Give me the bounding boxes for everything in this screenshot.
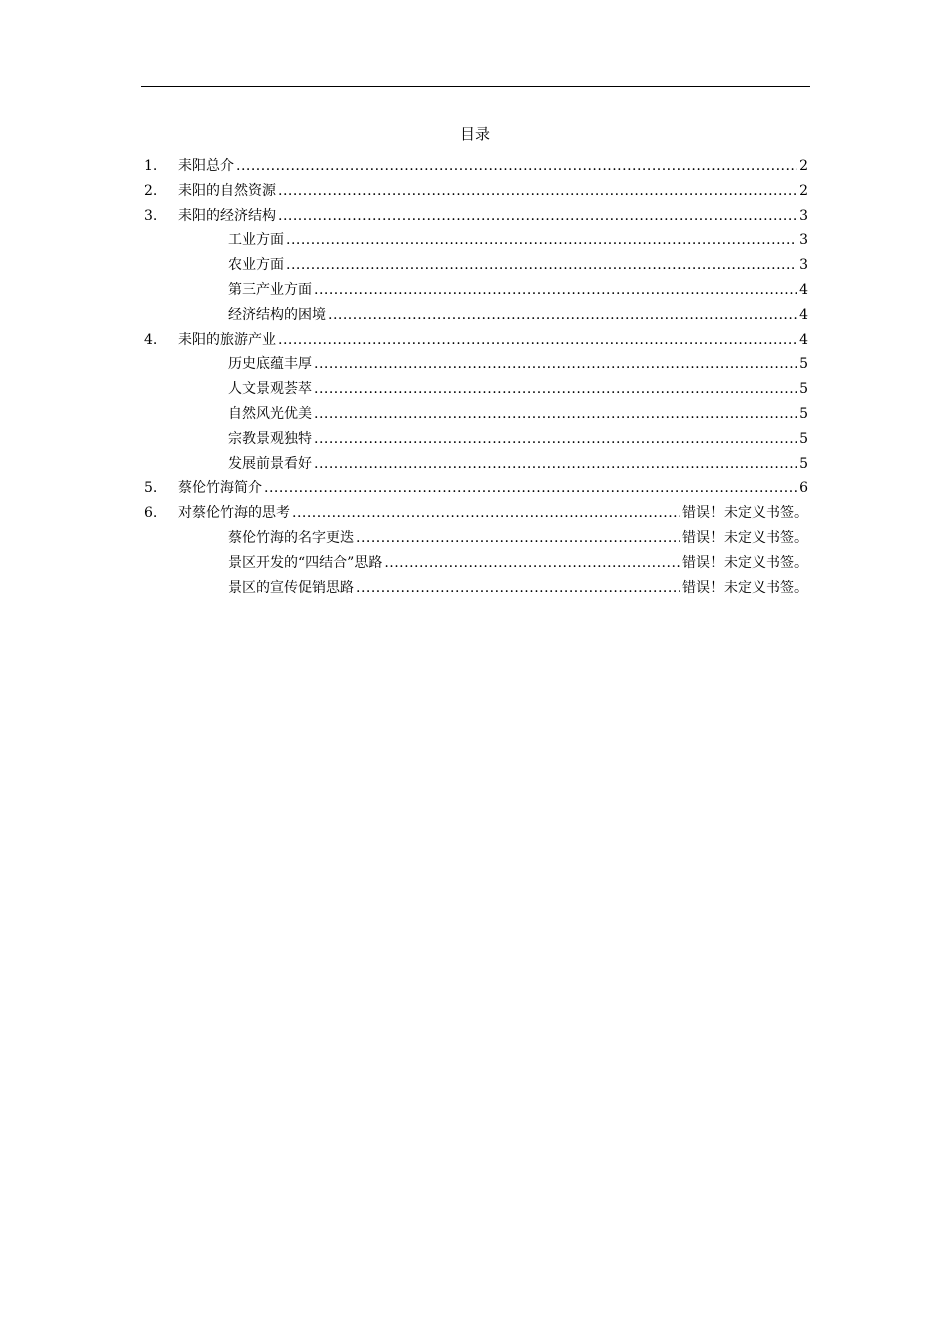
toc-entry-title: 耒阳总介 — [178, 158, 234, 174]
toc-entry-title: 发展前景看好 — [228, 455, 312, 472]
toc-leader-dots — [314, 427, 797, 452]
toc-entry-title: 人文景观荟萃 — [228, 381, 312, 398]
toc-entry[interactable] — [144, 328, 808, 353]
toc-entry[interactable] — [144, 154, 808, 179]
toc-entry-page: 4 — [799, 331, 808, 348]
toc-leader-dots — [314, 452, 797, 477]
toc-leader-dots — [314, 402, 797, 427]
toc-leader-dots — [278, 179, 797, 204]
toc-entry-page: 错误！未定义书签。 — [682, 554, 808, 571]
toc-entry-page: 2 — [799, 158, 808, 174]
toc-entry-page: 3 — [799, 232, 808, 249]
toc-subentry[interactable] — [144, 253, 808, 278]
toc-entry-number: 2. — [144, 182, 158, 199]
toc-entry-page: 5 — [799, 430, 808, 447]
toc-leader-dots — [356, 526, 680, 551]
toc-entry-title: 景区的宣传促销思路 — [228, 579, 354, 596]
toc-entry-title: 景区开发的“四结合”思路 — [228, 554, 383, 571]
toc-subentry[interactable] — [144, 352, 808, 377]
toc-entry-page: 错误！未定义书签。 — [682, 529, 808, 546]
toc-entry-number: 4. — [144, 331, 158, 348]
toc-entry-page: 3 — [799, 207, 808, 224]
toc-entry-page: 4 — [799, 281, 808, 298]
toc-entry-number: 6. — [144, 505, 158, 522]
toc-entry[interactable] — [144, 476, 808, 501]
toc-leader-dots — [236, 154, 797, 179]
toc-entry-title: 宗教景观独特 — [228, 430, 312, 447]
toc-leader-dots — [286, 228, 797, 253]
toc-leader-dots — [328, 303, 797, 328]
toc-entry[interactable] — [144, 501, 808, 526]
toc-subentry[interactable] — [144, 303, 808, 328]
toc-entry-title: 农业方面 — [228, 257, 284, 274]
toc-entry-title: 自然风光优美 — [228, 405, 312, 422]
toc-entry-page: 错误！未定义书签。 — [682, 579, 808, 596]
toc-subentry[interactable] — [144, 526, 808, 551]
toc-entry-page: 错误！未定义书签。 — [682, 505, 808, 522]
toc-leader-dots — [292, 501, 680, 526]
toc-subentry[interactable] — [144, 427, 808, 452]
toc-entry-page: 2 — [799, 182, 808, 199]
toc-leader-dots — [278, 328, 797, 353]
toc-subentry[interactable] — [144, 576, 808, 601]
toc-leader-dots — [314, 377, 797, 402]
toc-title: 目录 — [459, 125, 490, 143]
toc-subentry[interactable] — [144, 377, 808, 402]
toc-subentry[interactable] — [144, 551, 808, 576]
toc-entry-page: 3 — [799, 257, 808, 274]
toc-leader-dots — [314, 278, 797, 303]
toc-entry-title: 历史底蕴丰厚 — [228, 356, 312, 373]
toc-entry-number: 1. — [144, 158, 158, 174]
toc-entry-page: 5 — [799, 356, 808, 373]
toc-entry-title: 对蔡伦竹海的思考 — [178, 505, 290, 522]
toc-entry-page: 6 — [799, 480, 808, 497]
toc-leader-dots — [384, 551, 680, 576]
toc-leader-dots — [286, 253, 797, 278]
toc-entry-number: 3. — [144, 207, 158, 224]
toc-subentry[interactable] — [144, 402, 808, 427]
toc-entry-page: 5 — [799, 455, 808, 472]
toc-entry-title: 蔡伦竹海简介 — [178, 480, 262, 497]
toc-entry-page: 5 — [799, 405, 808, 422]
toc-entry-number: 5. — [144, 480, 158, 497]
table-of-contents — [144, 154, 808, 600]
toc-entry-page: 4 — [799, 306, 808, 323]
toc-entry-title: 第三产业方面 — [228, 281, 312, 298]
toc-entry-title: 工业方面 — [228, 232, 284, 249]
toc-subentry[interactable] — [144, 452, 808, 477]
toc-subentry[interactable] — [144, 228, 808, 253]
toc-leader-dots — [278, 204, 797, 229]
toc-entry-title: 耒阳的自然资源 — [178, 182, 276, 199]
header-rule — [141, 86, 810, 87]
toc-leader-dots — [314, 352, 797, 377]
toc-subentry[interactable] — [144, 278, 808, 303]
toc-entry-title: 耒阳的旅游产业 — [178, 331, 276, 348]
toc-leader-dots — [356, 576, 680, 601]
toc-entry-title: 蔡伦竹海的名字更迭 — [228, 529, 354, 546]
toc-entry[interactable] — [144, 204, 808, 229]
toc-leader-dots — [264, 476, 797, 501]
toc-entry[interactable] — [144, 179, 808, 204]
toc-entry-title: 耒阳的经济结构 — [178, 207, 276, 224]
toc-entry-title: 经济结构的困境 — [228, 306, 326, 323]
toc-entry-page: 5 — [799, 381, 808, 398]
